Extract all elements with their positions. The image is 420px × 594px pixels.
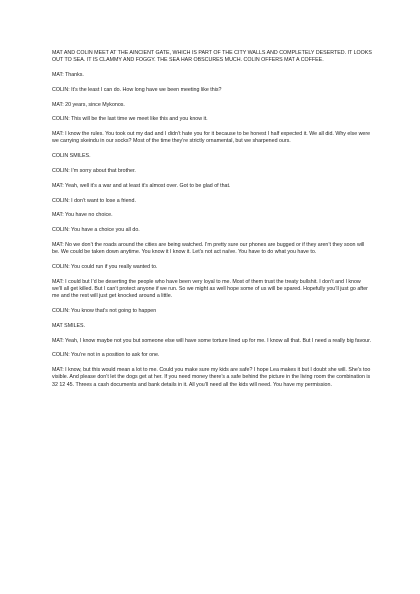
dialogue-line: COLIN: This will be the last time we meet like this and you know it. bbox=[52, 116, 208, 123]
dialogue-line: COLIN: You have a choice you all do. bbox=[52, 227, 140, 234]
dialogue-line: COLIN: It’s the least I can do. How long have we been meeting like this? bbox=[52, 86, 222, 93]
stage-direction: COLIN SMILES. bbox=[52, 153, 91, 160]
script-text bbox=[52, 50, 372, 396]
scene-direction: MAT AND COLIN MEET AT THE AINCIENT GATE, WHICH IS PART OF THE CITY WALLS AND COMPLETELY DESERTED. IT LOOKS OUT TO SEA. IT IS CLAMMY AND FOGGY. THE SEA HAR OBSCURES MUCH. COLIN OFFERS MAT A COFFEE. bbox=[52, 50, 372, 64]
dialogue-line: COLIN: You could run if you really wanted to. bbox=[52, 263, 158, 270]
dialogue-line: MAT: No we don’t the roads around the cities are being watched. I’m pretty sure our phones are bugged or if they aren’t they soon will be. We could be taken down anytime. You know it I know it. Let’s not act naïve. You have to do what you have to. bbox=[52, 241, 365, 256]
dialogue-line: MAT: I know the rules. You took out my dad and I didn’t hate you for it because to be honest I half expected it. We all did. Why else were we carrying skeindu in our socks? Most of the time they’re strictly ornamental, but we sharpened ours. bbox=[52, 131, 371, 145]
dialogue-line: COLIN: I don’t want to lose a friend. bbox=[52, 197, 136, 204]
dialogue-line: MAT: I know, but this would mean a lot to me. Could you make sure my kids are safe? I hope Lea makes it but I doubt she will. She’s too visible. And please don’t let the dogs get at her. If you need money there’s a safe behind the picture in the living room the combination is 32 12 45. Threes a cash documents and bank details in it. All you’ll need all the kids will need. You have my permission. bbox=[52, 367, 371, 388]
dialogue-line: MAT: I could but I’d be deserting the people who have been very loyal to me. Most of them trust the treaty bullshit. I don’t and I know we’ll all get killed. But I can’t protect anyone if we run. So we might as well hope some of us will be spared. Hopefully you’ll just go after me and the rest will just get knocked around a little. bbox=[52, 278, 368, 300]
dialogue-line: COLIN: You know that’s not going to happen bbox=[52, 307, 157, 314]
dialogue-line: MAT: Yeah, well it’s a war and at least it’s almost over. Got to be glad of that. bbox=[52, 182, 231, 189]
dialogue-line: COLIN: You’re not in a position to ask for one. bbox=[52, 352, 160, 359]
dialogue-line: COLIN: I’m sorry about that brother. bbox=[52, 167, 136, 174]
dialogue-line: MAT: Thanks. bbox=[52, 72, 84, 78]
dialogue-line: MAT: You have no choice. bbox=[52, 212, 113, 219]
stage-direction: MAT SMILES. bbox=[52, 322, 86, 329]
dialogue-line: MAT: Yeah, I know maybe not you but someone else will have some torture lined up for me. I know all that. But I need a really big favour. bbox=[52, 337, 372, 344]
dialogue-line: MAT: 20 years, since Mykonos. bbox=[52, 101, 125, 108]
